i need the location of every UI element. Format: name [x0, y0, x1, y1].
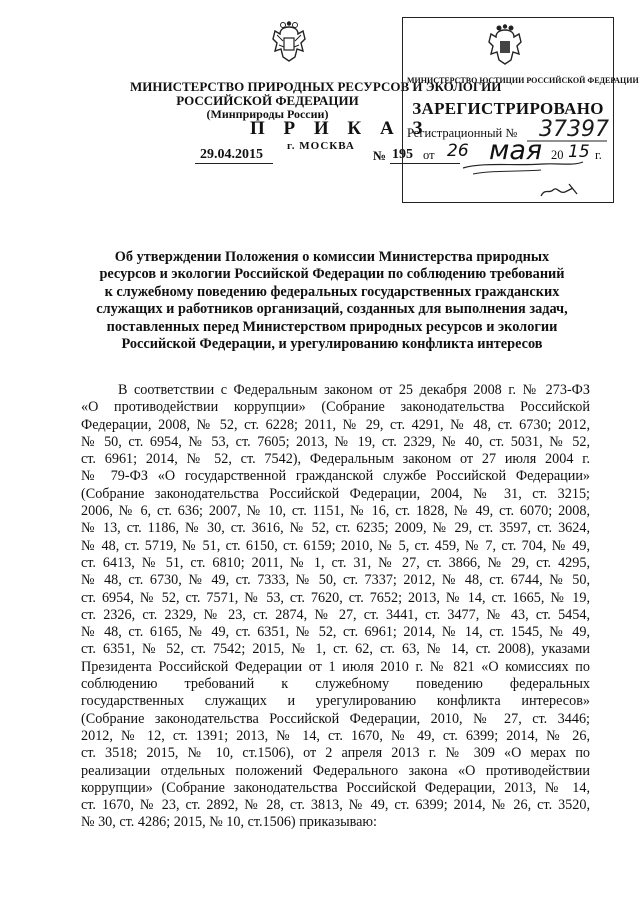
body-line: реализации отдельных положений Федерального закона «О противодействии	[81, 762, 590, 779]
body-line: Федерации, 2008, № 52, ст. 6228; 2011, № 29, ст. 4291, № 48, ст. 6730; 2012,	[81, 416, 590, 433]
title-line: Об утверждении Положения о комиссии Министерства природных	[114, 249, 550, 265]
body-line: № 48, ст. 5719, № 51, ст. 6150, ст. 6159; 2010, № 5, ст. 459, № 7, ст. 704, № 49,	[81, 537, 590, 554]
body-line: № 13, ст. 1186, № 30, ст. 3616, № 52, ст. 6235; 2009, № 29, ст. 3597, ст. 3624,	[81, 520, 590, 537]
stamp-registered-label: ЗАРЕГИСТРИРОВАНО	[412, 99, 604, 118]
body-line: 2006, № 6, ст. 636; 2007, № 10, ст. 1151, № 16, ст. 1828, № 49, ст. 6070; 2008,	[81, 503, 590, 520]
body-line: 2012, № 12, ст. 1391; 2013, № 14, ст. 1670, № 49, ст. 6399; 2014, № 26,	[81, 727, 590, 744]
body-line: ст. 3518; 2015, № 10, ст.1506), от 2 апреля 2013 г. № 309 «О мерах по	[81, 745, 590, 762]
stamp-reg-label: Регистрационный №	[407, 126, 518, 140]
registration-stamp	[402, 17, 639, 203]
body-line: ст. 6961; 2014, № 52, ст. 7542), Федеральным законом от 27 июля 2004 г.	[81, 451, 590, 468]
handwritten-signature	[423, 158, 613, 202]
body-line: ст. 2326, ст. 2329, № 23, ст. 2874, № 27, ст. 3441, ст. 3477, № 43, ст. 5454,	[81, 606, 590, 623]
order-date: 29.04.2015	[200, 147, 263, 162]
order-heading: П Р И К А З	[250, 118, 430, 139]
stamp-month: мая	[489, 135, 543, 166]
body-line: № 48, ст. 6730, № 49, ст. 7333, № 50, ст. 7337; 2012, № 48, ст. 6744, № 50,	[81, 572, 590, 589]
body-line: В соответствии с Федеральным законом от 25 декабря 2008 г. № 273-ФЗ	[118, 382, 590, 398]
body-line: (Собрание законодательства Российской Федерации, 2004, № 31, ст. 3215;	[81, 485, 590, 502]
stamp-from-label: от	[423, 148, 435, 162]
date-underline	[195, 163, 273, 164]
body-line: № 79-ФЗ «О государственной гражданской службе Российской Федерации»	[81, 468, 590, 485]
body-line: Президента Российской Федерации от 1 июля 2010 г. № 821 «О комиссиях по	[81, 658, 590, 675]
title-line: ресурсов и экологии Российской Федерации по соблюдению требований	[99, 266, 565, 283]
body-line: соблюдению требований к служебному поведению федеральных	[81, 676, 590, 693]
stamp-coat-of-arms-icon	[485, 24, 525, 70]
document-body	[81, 382, 590, 832]
body-line: № 50, ст. 6954, № 53, ст. 7605; 2013, № 19, ст. 2329, № 40, ст. 5031, № 52,	[81, 433, 590, 450]
stamp-year-suffix: г.	[595, 148, 602, 162]
body-line: № 30, ст. 4286; 2015, № 10, ст.1506) приказываю:	[81, 814, 377, 831]
title-line: к служебному поведению федеральных государственных гражданских	[104, 283, 560, 300]
title-line: служащих и работников организаций, созданных для выполнения задач,	[96, 301, 568, 318]
body-line: «О противодействии коррупции» (Собрание законодательства Российской	[81, 399, 590, 416]
body-line: ст. 6351, № 52, ст. 7542; 2015, № 1, ст. 62, ст. 63, № 14, ст. 2008), указами	[81, 641, 590, 658]
ministry-name-line-1: МИНИСТЕРСТВО ПРИРОДНЫХ РЕСУРСОВ И ЭКОЛОГИИ	[130, 79, 502, 94]
order-city: г. МОСКВА	[287, 140, 355, 152]
stamp-reg-number: 37397	[539, 117, 609, 142]
body-line: коррупции» (Собрание законодательства Российской Федерации, 2013, № 14,	[81, 779, 590, 796]
order-number: 195	[392, 147, 413, 162]
stamp-year-handwritten: 15	[568, 142, 590, 162]
stamp-ministry-name: МИНИСТЕРСТВО ЮСТИЦИИ РОССИЙСКОЙ ФЕДЕРАЦИИ	[407, 76, 639, 85]
title-line: Российской Федерации, и урегулированию конфликта интересов	[121, 336, 543, 353]
body-line: (Собрание законодательства Российской Федерации, 2010, № 27, ст. 3446;	[81, 710, 590, 727]
coat-of-arms-icon	[269, 21, 309, 67]
body-line: ст. 6954, № 52, ст. 7571, № 53, ст. 7620, ст. 7652; 2013, № 14, ст. 1665, № 19,	[81, 589, 590, 606]
title-line: поставленных перед Министерством природных ресурсов и экологии	[106, 318, 558, 335]
body-line: ст. 6413, № 51, ст. 6810; 2011, № 1, ст. 31, № 27, ст. 3866, № 29, ст. 4295,	[81, 554, 590, 571]
ministry-short-name: (Минприроды России)	[206, 107, 329, 121]
stamp-day: 26	[447, 141, 469, 161]
body-line: государственных служащих и урегулированию конфликта интересов»	[81, 693, 590, 710]
ministry-name-line-2: РОССИЙСКОЙ ФЕДЕРАЦИИ	[176, 93, 359, 108]
body-line: № 48, ст. 6165, № 49, ст. 6351, № 52, ст. 6961; 2014, № 14, ст. 1545, № 49,	[81, 624, 590, 641]
stamp-year-prefix: 20	[551, 148, 564, 162]
order-number-label: №	[373, 148, 387, 163]
body-line: ст. 1670, № 23, ст. 2892, № 28, ст. 3813, № 49, ст. 6399; 2014, № 26, ст. 3520,	[81, 797, 590, 814]
document-title	[78, 249, 586, 353]
